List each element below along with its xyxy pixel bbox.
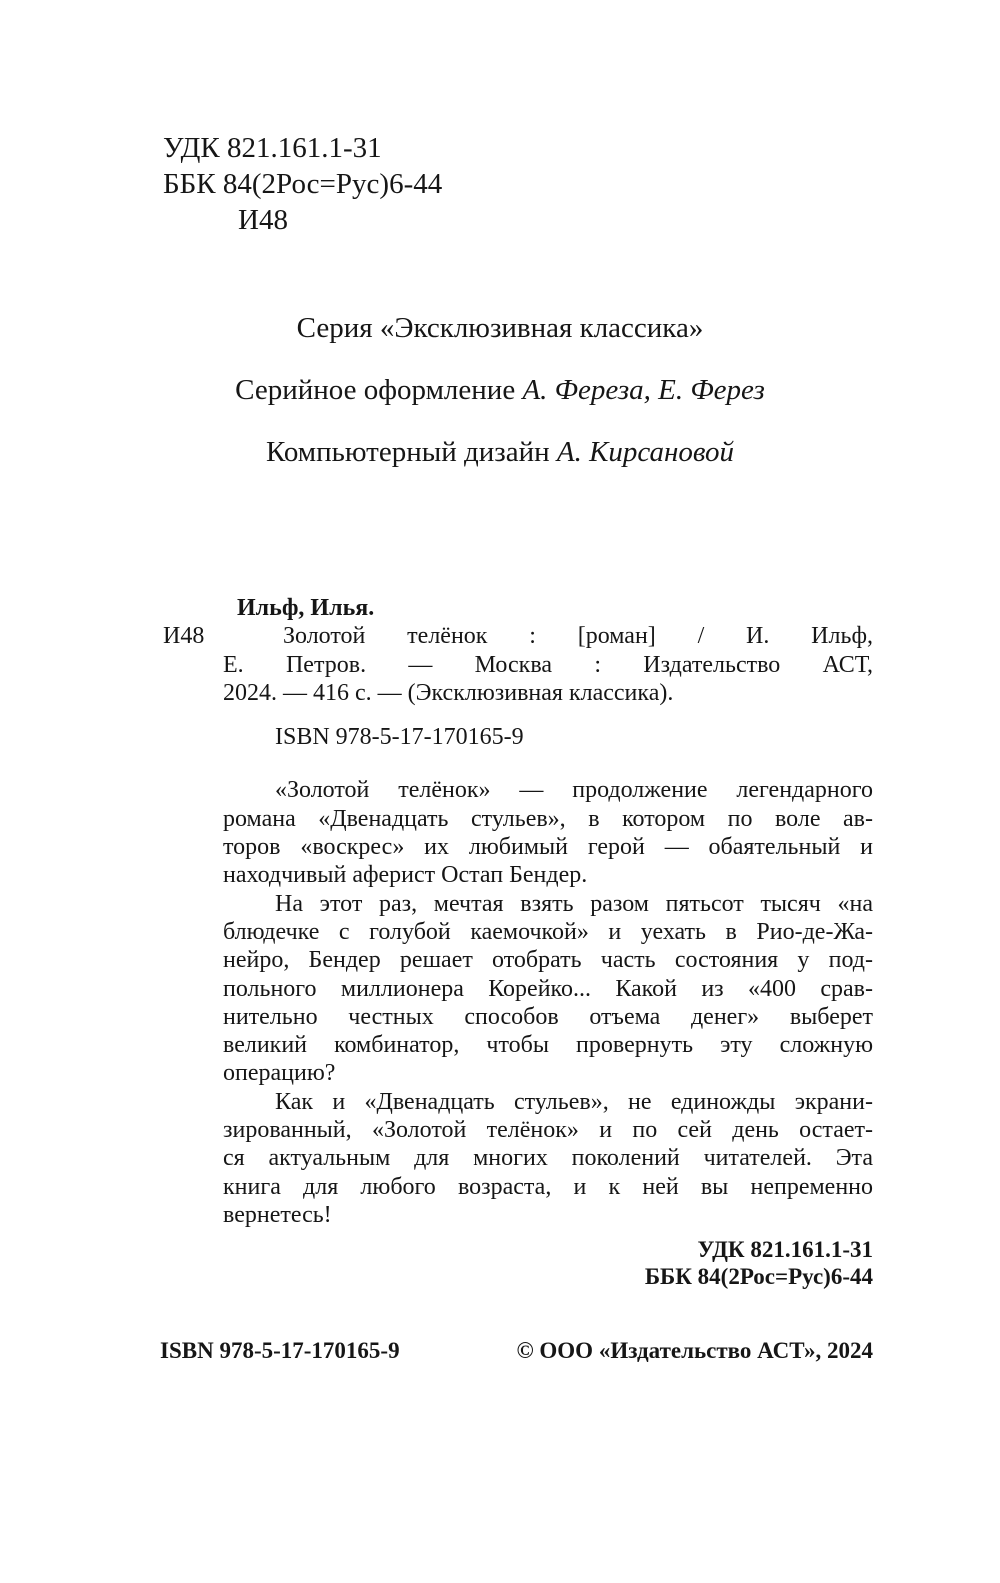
biblio-line: 2024. — 416 с. — (Эксклюзивная классика). <box>223 679 674 706</box>
annotation-line: Как и «Двенадцать стульев», не единожды экрани- <box>275 1088 873 1115</box>
series-design-line <box>0 372 1000 408</box>
biblio-line: Золотой телёнок : [роман] / И. Ильф, <box>283 623 873 650</box>
annotation-paragraph-3 <box>223 1088 873 1229</box>
annotation-line: книга для любого возраста, и к ней вы непременно <box>223 1173 873 1200</box>
series-design-prefix: Серийное оформление <box>235 374 523 406</box>
footer-copyright: © ООО «Издательство АСТ», 2024 <box>516 1338 873 1363</box>
computer-design-names: А. Кирсановой <box>556 436 735 468</box>
annotation-line: нительно честных способов отъема денег» выберет <box>223 1003 873 1030</box>
annotation-line: блюдечке с голубой каемочкой» и уехать в Рио-де-Жа- <box>223 918 873 945</box>
annotation-line: великий комбинатор, чтобы провернуть эту сложную <box>223 1032 873 1059</box>
annotation-line: торов «воскрес» их любимый герой — обаятельный и <box>223 834 873 861</box>
annotation-line: На этот раз, мечтая взять разом пятьсот тысяч «на <box>275 890 873 917</box>
annotation-line: вернетесь! <box>223 1201 332 1228</box>
series-design-names: А. Фереза, Е. Ферез <box>522 374 765 406</box>
annotation-line: нейро, Бендер решает отобрать часть состояния у под- <box>223 947 873 974</box>
annotation-line: операцию? <box>223 1060 336 1087</box>
annotation-line: зированный, «Золотой телёнок» и по сей день остает- <box>223 1117 873 1144</box>
series-block <box>0 310 1000 496</box>
top-author-code: И48 <box>238 204 288 236</box>
biblio-margin-code: И48 <box>163 623 205 649</box>
annotation-line: романа «Двенадцать стульев», в котором по воле ав- <box>223 805 873 832</box>
bottom-bbk-line: ББК 84(2Рос=Рус)6-44 <box>644 1264 873 1289</box>
annotation-line: «Золотой телёнок» — продолжение легендарного <box>275 777 873 804</box>
top-udk-line: УДК 821.161.1-31 <box>163 132 382 164</box>
series-title: Серия «Эксклюзивная классика» <box>296 312 704 344</box>
annotation-paragraph-1 <box>223 776 873 889</box>
footer-isbn: ISBN 978-5-17-170165-9 <box>160 1338 400 1363</box>
annotation-line: ся актуальным для многих поколений читателей. Эта <box>223 1145 873 1172</box>
biblio-author: Ильф, Илья. <box>237 595 375 621</box>
biblio-line: Е. Петров. — Москва : Издательство АСТ, <box>223 651 873 678</box>
footer-row <box>160 1338 873 1364</box>
computer-design-line <box>0 434 1000 470</box>
biblio-isbn: ISBN 978-5-17-170165-9 <box>275 724 524 751</box>
annotation-paragraph-2 <box>223 890 873 1088</box>
annotation-line: польного миллионера Корейко... Какой из «400 срав- <box>223 975 873 1002</box>
top-bbk-line: ББК 84(2Рос=Рус)6-44 <box>163 168 443 200</box>
bottom-classification-block <box>645 1236 873 1290</box>
annotation-line: находчивый аферист Остап Бендер. <box>223 862 588 889</box>
top-classification-block <box>163 130 442 238</box>
biblio-annotation-column <box>223 594 873 1229</box>
bottom-udk-line: УДК 821.161.1-31 <box>697 1237 873 1262</box>
computer-design-prefix: Компьютерный дизайн <box>265 436 557 468</box>
